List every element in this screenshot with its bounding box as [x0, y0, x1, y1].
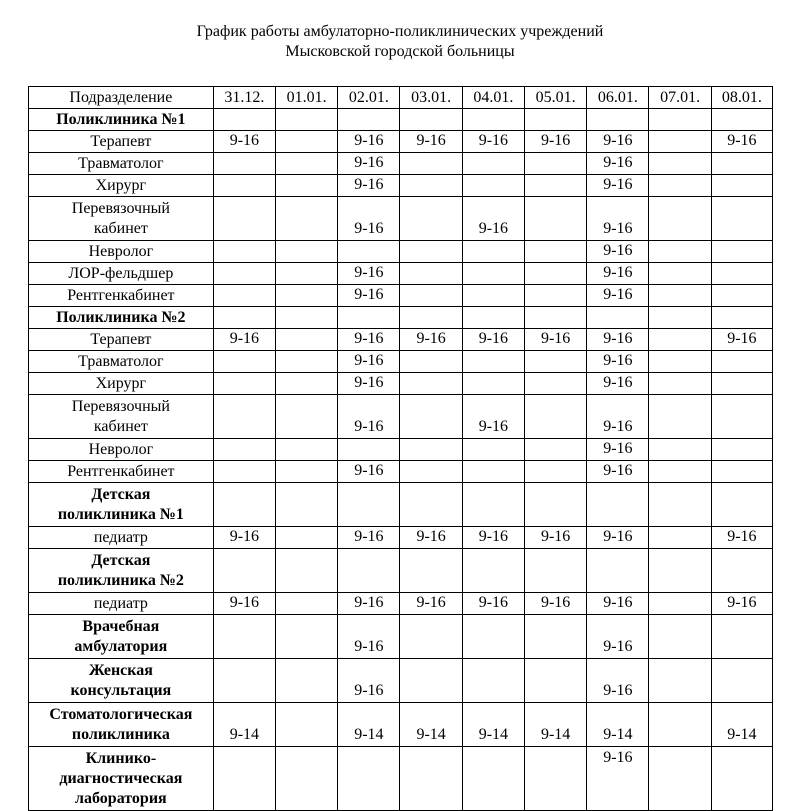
schedule-cell: 9-16 — [587, 351, 649, 373]
schedule-cell: 9-16 — [462, 593, 524, 615]
schedule-cell — [400, 241, 462, 263]
schedule-cell — [275, 109, 337, 131]
schedule-cell — [275, 483, 337, 527]
schedule-cell — [275, 549, 337, 593]
schedule-cell — [213, 549, 275, 593]
schedule-cell — [462, 307, 524, 329]
specialist-name: Невролог — [29, 241, 214, 263]
schedule-cell: 9-16 — [338, 615, 400, 659]
schedule-cell: 9-16 — [338, 285, 400, 307]
schedule-cell — [338, 439, 400, 461]
schedule-cell — [275, 285, 337, 307]
schedule-cell: 9-16 — [338, 131, 400, 153]
schedule-cell — [213, 747, 275, 811]
department-name — [29, 747, 214, 811]
header-date: 02.01. — [338, 87, 400, 109]
schedule-cell — [462, 109, 524, 131]
schedule-cell — [213, 241, 275, 263]
schedule-cell — [275, 703, 337, 747]
schedule-cell — [649, 395, 711, 439]
schedule-cell — [649, 439, 711, 461]
schedule-cell: 9-16 — [462, 131, 524, 153]
label-line: Клинико- — [85, 749, 157, 767]
schedule-cell: 9-16 — [338, 329, 400, 351]
schedule-cell — [524, 351, 586, 373]
schedule-cell: 9-16 — [400, 527, 462, 549]
schedule-cell: 9-16 — [587, 395, 649, 439]
schedule-cell — [400, 351, 462, 373]
schedule-cell — [400, 153, 462, 175]
schedule-cell — [400, 615, 462, 659]
specialist-name: Травматолог — [29, 351, 214, 373]
schedule-cell — [649, 241, 711, 263]
schedule-cell: 9-16 — [524, 527, 586, 549]
schedule-cell — [524, 461, 586, 483]
schedule-cell — [524, 285, 586, 307]
department-row — [29, 615, 773, 659]
label-line: Перевязочный — [71, 397, 170, 415]
schedule-cell — [275, 263, 337, 285]
schedule-cell — [711, 549, 772, 593]
schedule-cell — [711, 439, 772, 461]
schedule-cell: 9-14 — [213, 703, 275, 747]
schedule-cell: 9-16 — [338, 527, 400, 549]
schedule-cell: 9-16 — [338, 197, 400, 241]
schedule-cell: 9-16 — [400, 593, 462, 615]
header-row — [29, 87, 773, 109]
schedule-cell — [711, 109, 772, 131]
schedule-cell — [275, 747, 337, 811]
schedule-cell: 9-16 — [338, 659, 400, 703]
schedule-cell — [213, 307, 275, 329]
schedule-cell — [524, 175, 586, 197]
specialist-name: педиатр — [29, 593, 214, 615]
document-title-line1: График работы амбулаторно-поликлинических учреждений — [196, 23, 604, 40]
label-line: Женская — [88, 661, 153, 679]
schedule-cell: 9-16 — [587, 197, 649, 241]
schedule-cell — [275, 527, 337, 549]
header-date: 08.01. — [711, 87, 772, 109]
schedule-cell: 9-14 — [462, 703, 524, 747]
specialist-row — [29, 153, 773, 175]
schedule-cell — [462, 153, 524, 175]
label-line: поликлиника — [71, 725, 170, 743]
schedule-cell: 9-16 — [524, 329, 586, 351]
schedule-cell — [524, 241, 586, 263]
schedule-cell — [649, 483, 711, 527]
schedule-cell — [275, 153, 337, 175]
schedule-cell — [711, 351, 772, 373]
schedule-cell — [711, 241, 772, 263]
schedule-cell — [213, 197, 275, 241]
schedule-cell: 9-16 — [338, 373, 400, 395]
schedule-cell — [587, 483, 649, 527]
schedule-cell — [524, 747, 586, 811]
schedule-cell: 9-16 — [338, 395, 400, 439]
header-date: 04.01. — [462, 87, 524, 109]
schedule-cell — [400, 197, 462, 241]
schedule-cell — [213, 175, 275, 197]
schedule-cell — [587, 307, 649, 329]
specialist-row — [29, 351, 773, 373]
schedule-cell: 9-16 — [400, 131, 462, 153]
schedule-cell — [524, 659, 586, 703]
schedule-cell — [275, 241, 337, 263]
schedule-cell — [524, 549, 586, 593]
specialist-name: Хирург — [29, 373, 214, 395]
specialist-row — [29, 527, 773, 549]
specialist-row — [29, 395, 773, 439]
label-line: поликлиника №2 — [57, 571, 184, 589]
department-name: Поликлиника №1 — [29, 109, 214, 131]
schedule-cell: 9-14 — [587, 703, 649, 747]
department-row — [29, 483, 773, 527]
schedule-cell: 9-16 — [462, 329, 524, 351]
schedule-cell: 9-16 — [711, 527, 772, 549]
schedule-cell — [275, 329, 337, 351]
schedule-table — [28, 86, 773, 811]
schedule-cell: 9-14 — [338, 703, 400, 747]
schedule-cell: 9-16 — [587, 285, 649, 307]
schedule-cell — [524, 153, 586, 175]
schedule-cell — [649, 527, 711, 549]
schedule-cell: 9-14 — [711, 703, 772, 747]
label-line: кабинет — [93, 219, 148, 237]
schedule-cell — [587, 109, 649, 131]
schedule-cell — [275, 439, 337, 461]
schedule-cell — [524, 307, 586, 329]
schedule-cell: 9-16 — [587, 747, 649, 811]
schedule-cell — [213, 285, 275, 307]
schedule-cell — [649, 659, 711, 703]
label-line: амбулатория — [74, 637, 168, 655]
schedule-cell: 9-16 — [213, 131, 275, 153]
schedule-cell — [275, 373, 337, 395]
schedule-cell — [462, 285, 524, 307]
specialist-name: Терапевт — [29, 131, 214, 153]
schedule-cell — [524, 483, 586, 527]
label-line: диагностическая — [59, 769, 183, 787]
schedule-cell — [338, 109, 400, 131]
header-date: 05.01. — [524, 87, 586, 109]
header-date: 03.01. — [400, 87, 462, 109]
schedule-cell — [587, 549, 649, 593]
schedule-cell: 9-14 — [524, 703, 586, 747]
schedule-cell — [711, 373, 772, 395]
schedule-cell — [649, 373, 711, 395]
schedule-cell: 9-16 — [338, 461, 400, 483]
schedule-cell — [275, 131, 337, 153]
schedule-cell — [400, 549, 462, 593]
schedule-cell — [275, 395, 337, 439]
department-row — [29, 307, 773, 329]
document-title-line2: Мысковской городской больницы — [285, 43, 515, 60]
schedule-cell — [213, 395, 275, 439]
label-line: Детская — [91, 551, 151, 569]
specialist-row — [29, 461, 773, 483]
schedule-cell — [275, 351, 337, 373]
header-date: 31.12. — [213, 87, 275, 109]
schedule-cell — [711, 483, 772, 527]
schedule-cell — [524, 615, 586, 659]
schedule-cell — [400, 483, 462, 527]
department-row — [29, 703, 773, 747]
schedule-cell — [711, 659, 772, 703]
schedule-cell: 9-16 — [587, 593, 649, 615]
schedule-cell — [711, 395, 772, 439]
schedule-cell — [711, 153, 772, 175]
schedule-cell — [524, 263, 586, 285]
schedule-cell — [462, 615, 524, 659]
schedule-cell: 9-16 — [587, 175, 649, 197]
schedule-cell — [649, 263, 711, 285]
schedule-cell: 9-16 — [587, 659, 649, 703]
schedule-cell — [649, 329, 711, 351]
specialist-row — [29, 197, 773, 241]
department-name — [29, 703, 214, 747]
schedule-cell — [213, 483, 275, 527]
schedule-cell — [400, 373, 462, 395]
specialist-name: Рентгенкабинет — [29, 461, 214, 483]
schedule-cell: 9-16 — [213, 527, 275, 549]
schedule-cell: 9-16 — [587, 153, 649, 175]
specialist-row — [29, 131, 773, 153]
schedule-cell — [649, 615, 711, 659]
schedule-cell — [275, 197, 337, 241]
schedule-cell: 9-16 — [213, 329, 275, 351]
schedule-cell: 9-16 — [400, 329, 462, 351]
schedule-cell — [649, 593, 711, 615]
schedule-cell — [213, 461, 275, 483]
specialist-name: Невролог — [29, 439, 214, 461]
schedule-cell — [400, 395, 462, 439]
schedule-cell: 9-16 — [462, 197, 524, 241]
label-line: кабинет — [93, 417, 148, 435]
specialist-name: Хирург — [29, 175, 214, 197]
schedule-cell: 9-14 — [400, 703, 462, 747]
schedule-cell — [711, 461, 772, 483]
schedule-cell — [649, 549, 711, 593]
schedule-cell: 9-16 — [711, 131, 772, 153]
schedule-cell — [711, 263, 772, 285]
specialist-name: Терапевт — [29, 329, 214, 351]
schedule-cell — [649, 175, 711, 197]
schedule-cell — [462, 747, 524, 811]
schedule-cell — [462, 439, 524, 461]
schedule-cell: 9-16 — [462, 395, 524, 439]
department-name — [29, 615, 214, 659]
specialist-row — [29, 175, 773, 197]
schedule-cell — [649, 747, 711, 811]
schedule-cell — [400, 747, 462, 811]
schedule-cell — [462, 461, 524, 483]
schedule-cell — [711, 175, 772, 197]
specialist-row — [29, 263, 773, 285]
schedule-cell: 9-16 — [587, 439, 649, 461]
schedule-cell: 9-16 — [524, 131, 586, 153]
schedule-cell: 9-16 — [711, 329, 772, 351]
schedule-cell: 9-16 — [524, 593, 586, 615]
schedule-cell — [213, 263, 275, 285]
schedule-cell — [711, 747, 772, 811]
schedule-cell — [338, 549, 400, 593]
specialist-name: педиатр — [29, 527, 214, 549]
schedule-cell — [649, 197, 711, 241]
schedule-cell — [711, 615, 772, 659]
header-date: 06.01. — [587, 87, 649, 109]
schedule-cell: 9-16 — [587, 461, 649, 483]
schedule-cell — [400, 285, 462, 307]
label-line: Стоматологическая — [49, 705, 193, 723]
specialist-name: ЛОР-фельдшер — [29, 263, 214, 285]
schedule-cell — [524, 373, 586, 395]
schedule-cell: 9-16 — [338, 351, 400, 373]
specialist-name: Рентгенкабинет — [29, 285, 214, 307]
schedule-cell — [275, 175, 337, 197]
schedule-cell — [400, 461, 462, 483]
department-row — [29, 549, 773, 593]
specialist-row — [29, 373, 773, 395]
specialist-row — [29, 241, 773, 263]
schedule-cell — [400, 307, 462, 329]
department-name — [29, 659, 214, 703]
schedule-cell: 9-16 — [587, 131, 649, 153]
schedule-cell — [462, 175, 524, 197]
schedule-cell — [462, 549, 524, 593]
schedule-cell: 9-16 — [587, 527, 649, 549]
schedule-cell — [711, 197, 772, 241]
schedule-cell: 9-16 — [587, 241, 649, 263]
schedule-cell — [275, 461, 337, 483]
schedule-cell — [213, 615, 275, 659]
schedule-cell — [275, 593, 337, 615]
department-name: Поликлиника №2 — [29, 307, 214, 329]
schedule-cell — [649, 285, 711, 307]
department-row — [29, 659, 773, 703]
schedule-cell — [649, 153, 711, 175]
schedule-cell — [338, 307, 400, 329]
schedule-cell: 9-16 — [338, 263, 400, 285]
department-name — [29, 549, 214, 593]
label-line: консультация — [70, 681, 172, 699]
schedule-cell — [649, 131, 711, 153]
specialist-name — [29, 395, 214, 439]
label-line: поликлиника №1 — [57, 505, 184, 523]
schedule-cell — [524, 197, 586, 241]
schedule-cell — [400, 659, 462, 703]
department-row — [29, 747, 773, 811]
header-date: 01.01. — [275, 87, 337, 109]
schedule-cell — [462, 351, 524, 373]
schedule-cell — [400, 263, 462, 285]
schedule-cell — [462, 263, 524, 285]
schedule-cell: 9-16 — [587, 263, 649, 285]
department-name — [29, 483, 214, 527]
schedule-cell — [338, 483, 400, 527]
specialist-name — [29, 197, 214, 241]
specialist-row — [29, 285, 773, 307]
header-department: Подразделение — [29, 87, 214, 109]
schedule-cell — [213, 373, 275, 395]
specialist-row — [29, 439, 773, 461]
label-line: Детская — [91, 485, 151, 503]
schedule-cell — [462, 241, 524, 263]
label-line: Перевязочный — [71, 199, 170, 217]
schedule-cell — [711, 285, 772, 307]
schedule-cell: 9-16 — [213, 593, 275, 615]
specialist-row — [29, 329, 773, 351]
schedule-cell: 9-16 — [711, 593, 772, 615]
schedule-cell — [213, 439, 275, 461]
schedule-cell — [649, 109, 711, 131]
schedule-cell — [213, 153, 275, 175]
schedule-cell: 9-16 — [587, 615, 649, 659]
schedule-cell — [649, 461, 711, 483]
schedule-cell — [400, 439, 462, 461]
schedule-cell — [462, 483, 524, 527]
schedule-cell — [462, 373, 524, 395]
schedule-cell: 9-16 — [338, 153, 400, 175]
header-date: 07.01. — [649, 87, 711, 109]
schedule-cell: 9-16 — [587, 373, 649, 395]
schedule-cell — [275, 307, 337, 329]
schedule-cell — [400, 109, 462, 131]
schedule-cell: 9-16 — [338, 593, 400, 615]
schedule-cell — [462, 659, 524, 703]
schedule-cell — [400, 175, 462, 197]
schedule-cell — [338, 747, 400, 811]
schedule-cell: 9-16 — [462, 527, 524, 549]
schedule-cell — [524, 395, 586, 439]
schedule-cell — [275, 615, 337, 659]
schedule-cell — [524, 439, 586, 461]
schedule-cell — [275, 659, 337, 703]
schedule-cell — [649, 703, 711, 747]
schedule-cell: 9-16 — [338, 175, 400, 197]
label-line: лаборатория — [75, 789, 167, 807]
label-line: Врачебная — [82, 617, 160, 635]
schedule-cell — [213, 351, 275, 373]
schedule-cell — [649, 307, 711, 329]
specialist-name: Травматолог — [29, 153, 214, 175]
schedule-cell — [649, 351, 711, 373]
schedule-cell — [711, 307, 772, 329]
schedule-cell — [338, 241, 400, 263]
schedule-cell — [213, 109, 275, 131]
schedule-cell — [524, 109, 586, 131]
schedule-cell — [213, 659, 275, 703]
department-row — [29, 109, 773, 131]
specialist-row — [29, 593, 773, 615]
schedule-cell: 9-16 — [587, 329, 649, 351]
